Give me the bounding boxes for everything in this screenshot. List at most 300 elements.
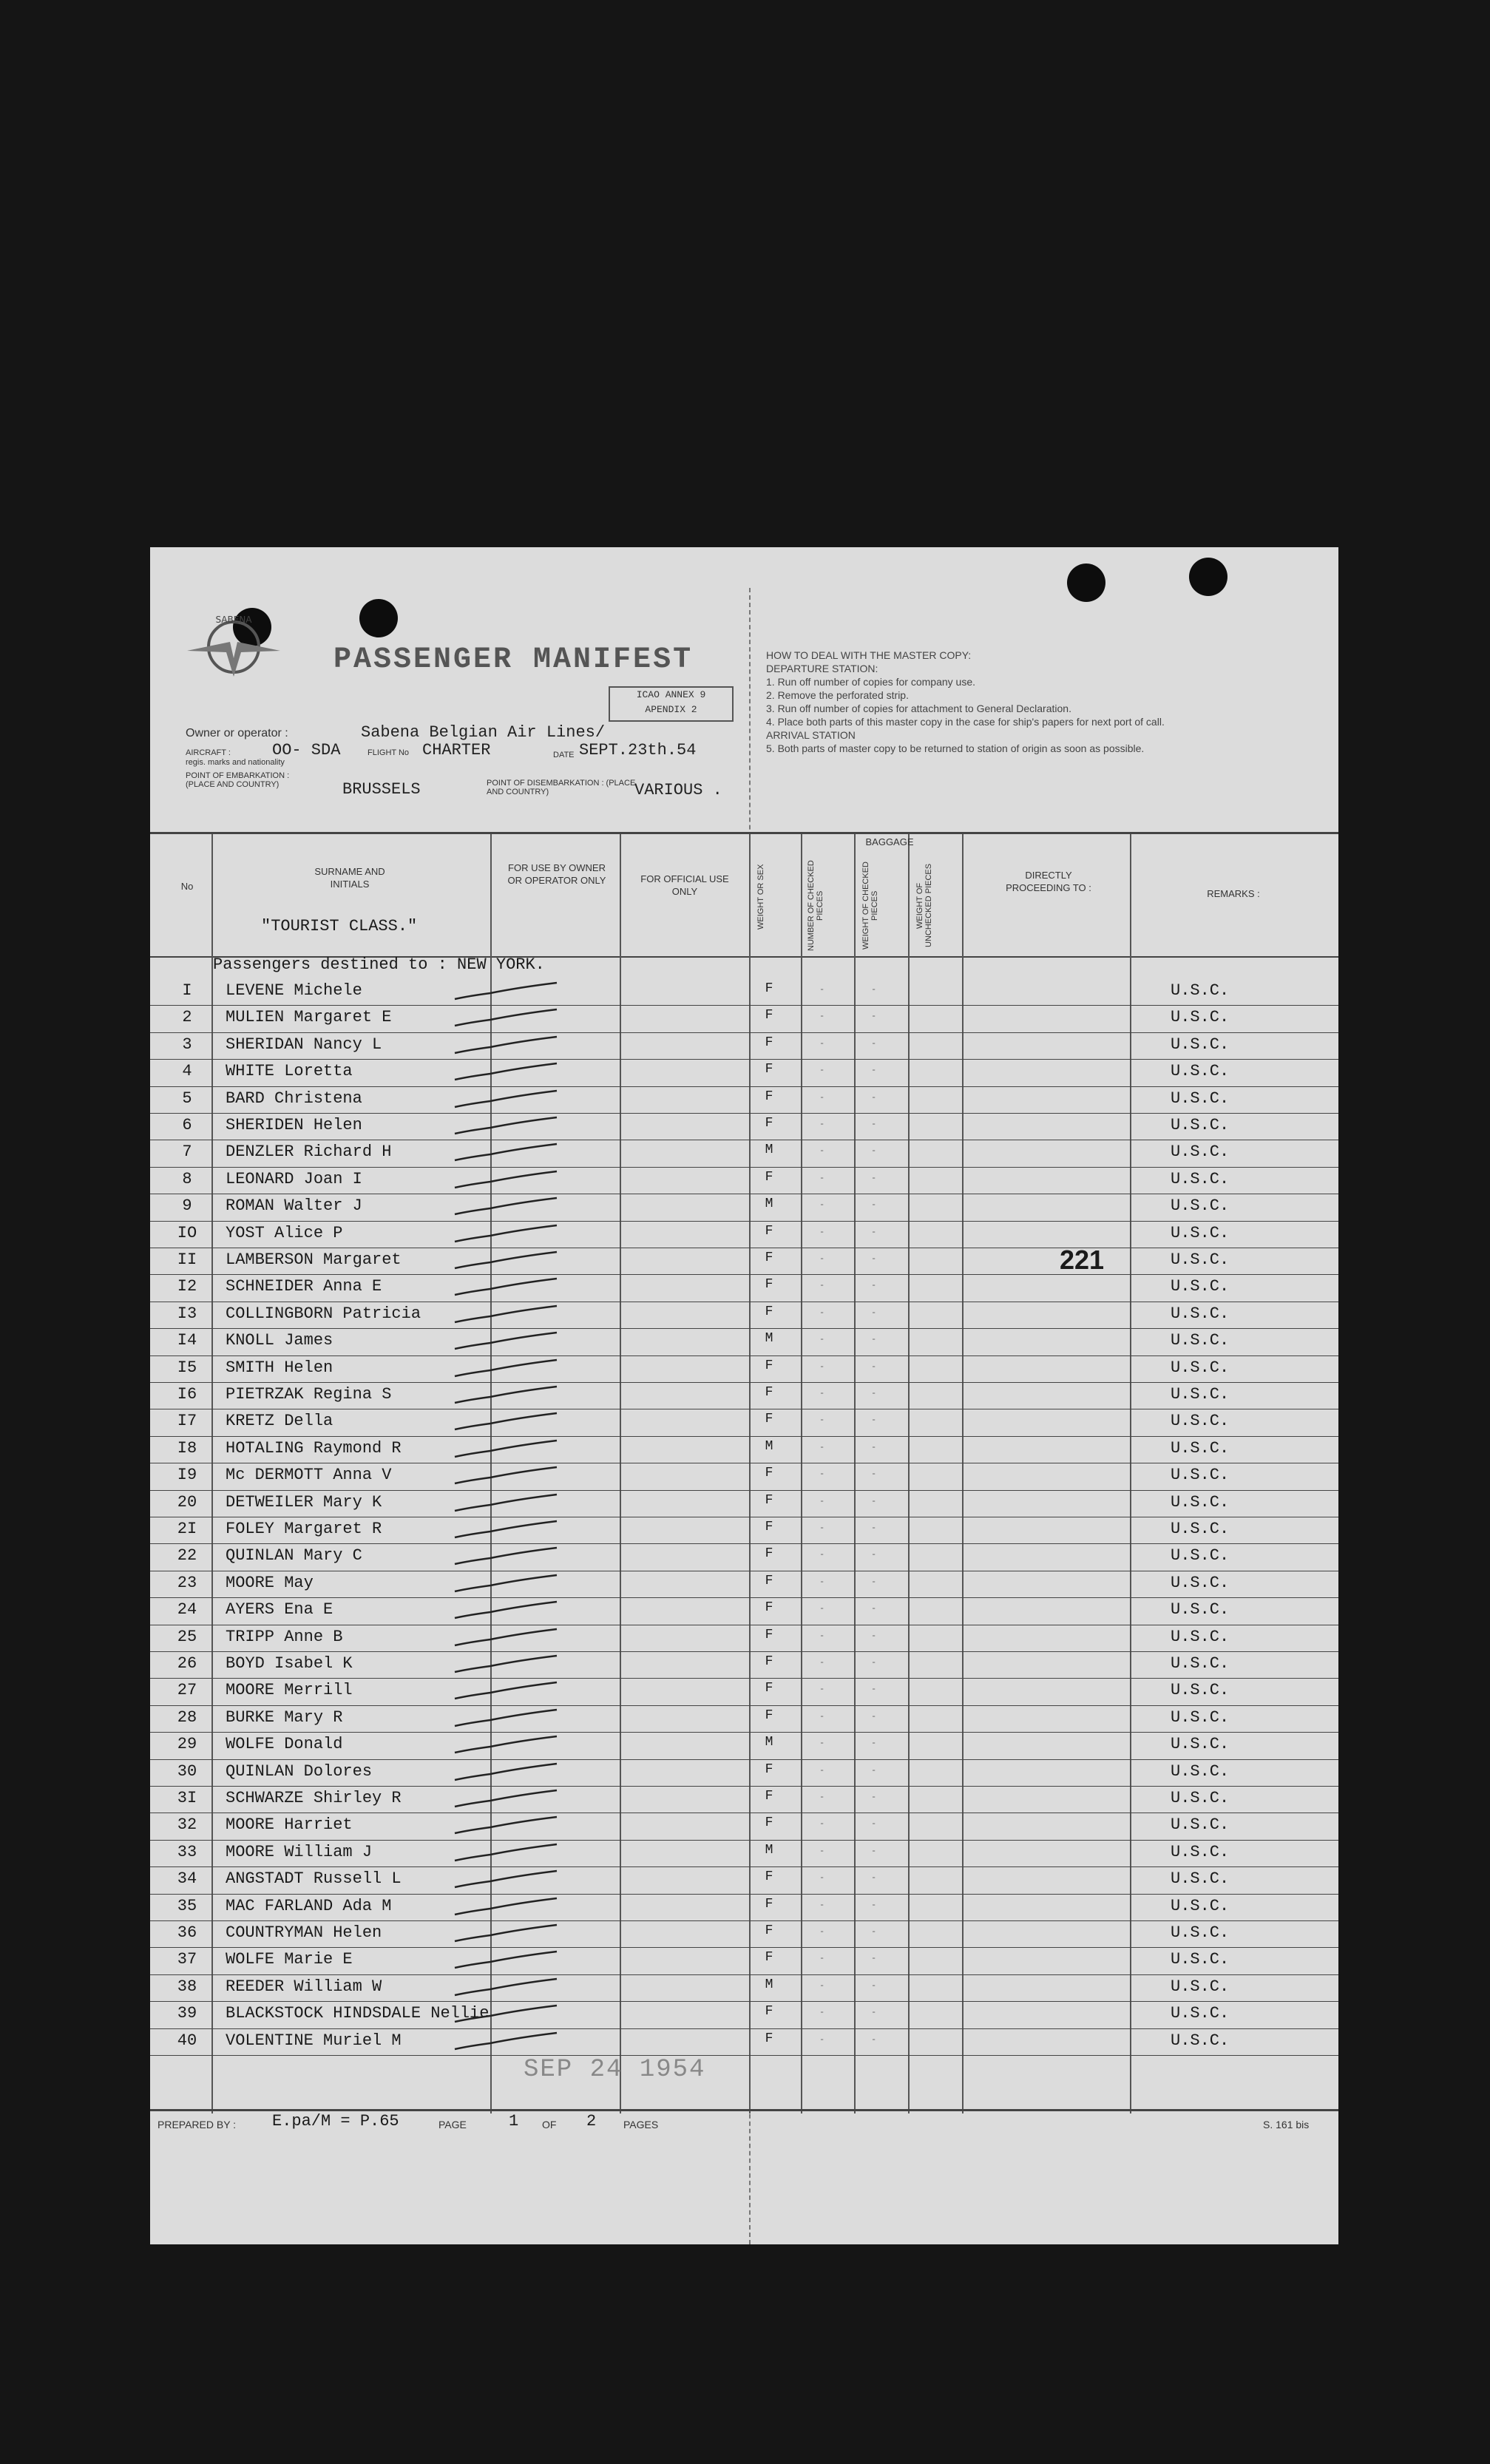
passenger-remark: U.S.C. [1171,1197,1230,1216]
passenger-name: SCHNEIDER Anna E [226,1277,382,1296]
passenger-name: MOORE May [226,1573,314,1592]
passenger-sex: F [765,1035,773,1050]
row-number: I3 [177,1304,197,1323]
passenger-sex: M [765,1735,773,1750]
disembark-label: POINT OF DISEMBARKATION : (PLACE AND COUNTRY) [487,779,636,796]
passenger-remark: U.S.C. [1171,2004,1230,2023]
baggage-dash: - [819,1523,825,1533]
check-mark [453,1869,572,1890]
check-mark [453,2031,572,2052]
row-number: 28 [177,1707,197,1727]
baggage-dash: - [819,1145,825,1157]
passenger-remark: U.S.C. [1171,1062,1230,1081]
check-mark [453,1331,572,1352]
baggage-dash: - [871,1307,877,1318]
baggage-dash: - [871,1764,877,1776]
passenger-remark: U.S.C. [1171,1438,1230,1458]
check-mark [453,1574,572,1594]
row-number: 24 [177,1600,197,1619]
baggage-dash: - [871,1469,877,1480]
passenger-remark: U.S.C. [1171,1761,1230,1781]
row-number: 7 [182,1143,192,1162]
passenger-remark: U.S.C. [1171,1116,1230,1134]
baggage-dash: - [819,1441,825,1452]
row-number: 23 [177,1573,197,1592]
passenger-remark: U.S.C. [1171,1412,1230,1431]
row-number: I7 [177,1412,197,1431]
row-number: I5 [177,1358,197,1377]
passenger-name: KRETZ Della [226,1412,333,1431]
table-row [150,1194,1338,1221]
passenger-remark: U.S.C. [1171,981,1230,1000]
instruction-line: 1. Run off number of copies for company use. [766,676,976,688]
passenger-sex: F [765,1358,773,1373]
col-header-bag-unchecked: WEIGHT OF UNCHECKED PIECES [915,863,933,948]
row-number: I2 [177,1277,197,1296]
baggage-dash: - [819,1738,825,1749]
row-number: 39 [177,2004,197,2023]
passenger-name: SHERIDEN Helen [226,1116,362,1134]
passenger-name: BLACKSTOCK HINDSDALE Nellie [226,2004,490,2023]
baggage-dash: - [871,1280,877,1291]
check-mark [453,1681,572,1702]
passenger-sex: M [765,1438,773,1454]
col-header-weight-sex: WEIGHT OR SEX [756,864,765,930]
passenger-name: SMITH Helen [226,1358,333,1377]
passenger-name: LEONARD Joan I [226,1169,362,1188]
baggage-dash: - [871,1226,877,1237]
baggage-dash: - [871,1818,877,1830]
passenger-sex: F [765,1385,773,1400]
of-value: 2 [586,2112,597,2130]
baggage-dash: - [819,1253,825,1264]
passenger-sex: F [765,1923,773,1938]
check-mark [453,2004,572,2025]
check-mark [453,1950,572,1971]
aircraft-label: AIRCRAFT : [186,748,231,757]
passenger-name: SCHWARZE Shirley R [226,1789,402,1807]
baggage-dash: - [819,1119,825,1129]
check-mark [453,1762,572,1783]
instruction-line: HOW TO DEAL WITH THE MASTER COPY: [766,649,972,661]
row-number: I4 [177,1331,197,1350]
passenger-sex: M [765,1842,773,1858]
check-mark [453,1520,572,1540]
passenger-remark: U.S.C. [1171,1573,1230,1592]
baggage-dash: - [871,1361,877,1372]
row-number: 33 [177,1842,197,1861]
passenger-remark: U.S.C. [1171,1735,1230,1754]
passenger-sex: F [765,1546,773,1562]
table-row [150,1463,1338,1490]
table-row [150,1625,1338,1652]
passenger-sex: F [765,1815,773,1831]
row-number: I9 [177,1466,197,1485]
passenger-remark: U.S.C. [1171,1600,1230,1619]
col-header-remarks: REMARKS : [1207,888,1260,899]
passenger-sex: F [765,1277,773,1293]
check-mark [453,1062,572,1083]
passenger-name: BURKE Mary R [226,1707,343,1727]
check-mark [453,1277,572,1298]
passenger-sex: F [765,1169,773,1185]
check-mark [453,1197,572,1217]
row-number: IO [177,1223,197,1242]
baggage-dash: - [819,1226,825,1237]
row-number: 40 [177,2031,197,2050]
table-row [150,1732,1338,1759]
passenger-name: REEDER William W [226,1977,382,1996]
check-mark [453,1789,572,1810]
instruction-line: 4. Place both parts of this master copy in the case for ship's papers for next port of call. [766,716,1165,728]
row-number: 26 [177,1654,197,1673]
passenger-remark: U.S.C. [1171,1869,1230,1889]
passenger-remark: U.S.C. [1171,1143,1230,1162]
passenger-name: MAC FARLAND Ada M [226,1896,392,1915]
passenger-sex: F [765,1223,773,1239]
baggage-dash: - [819,1818,825,1830]
passenger-sex: F [765,1896,773,1912]
check-mark [453,1385,572,1406]
baggage-dash: - [871,1576,877,1587]
row-number: 3I [177,1789,197,1807]
row-number: 20 [177,1492,197,1512]
passenger-name: AYERS Ena E [226,1600,333,1619]
baggage-dash: - [871,1657,877,1668]
row-number: 4 [182,1062,192,1081]
table-row [150,1759,1338,1787]
sabena-logo [186,606,282,688]
passenger-remark: U.S.C. [1171,1277,1230,1296]
date-label: DATE [553,751,575,759]
passenger-name: MOORE Harriet [226,1815,353,1835]
passenger-sex: F [765,1466,773,1481]
row-number: 25 [177,1627,197,1646]
passenger-remark: U.S.C. [1171,1035,1230,1054]
baggage-dash: - [819,1872,825,1883]
passenger-remark: U.S.C. [1171,1169,1230,1188]
table-row [150,1409,1338,1436]
icao-line-1: ICAO ANNEX 9 [636,689,706,700]
passenger-name: MULIEN Margaret E [226,1008,392,1027]
check-mark [453,1035,572,1056]
table-row [150,1786,1338,1813]
check-mark [453,1250,572,1271]
baggage-dash: - [819,1415,825,1426]
check-mark [453,1089,572,1110]
check-mark [453,1628,572,1648]
table-row [150,1167,1338,1194]
row-number: 3 [182,1035,192,1054]
table-row [150,1436,1338,1463]
passenger-name: WOLFE Donald [226,1735,343,1754]
table-row [150,1059,1338,1086]
baggage-dash: - [819,1710,825,1722]
passenger-name: ANGSTADT Russell L [226,1869,402,1889]
passenger-sex: F [765,1950,773,1966]
passenger-remark: U.S.C. [1171,2031,1230,2050]
baggage-dash: - [819,1038,825,1049]
passenger-remark: U.S.C. [1171,1923,1230,1942]
passenger-name: ROMAN Walter J [226,1197,362,1216]
baggage-dash: - [871,1495,877,1506]
col-header-surname: SURNAME AND INITIALS [314,866,385,890]
owner-value: Sabena Belgian Air Lines/ [361,723,606,742]
baggage-dash: - [871,1710,877,1722]
passenger-remark: U.S.C. [1171,1466,1230,1485]
baggage-dash: - [871,1065,877,1076]
table-row [150,1328,1338,1355]
row-number: 6 [182,1116,192,1134]
passenger-remark: U.S.C. [1171,1896,1230,1915]
passenger-sex: F [765,1250,773,1265]
baggage-dash: - [819,2034,825,2045]
row-number: 8 [182,1169,192,1188]
check-mark [453,1493,572,1514]
passenger-remark: U.S.C. [1171,1089,1230,1108]
baggage-dash: - [819,1926,825,1937]
flight-value: CHARTER [422,741,491,759]
passenger-sex: F [765,1681,773,1696]
col-header-directly: DIRECTLY PROCEEDING TO : [1006,870,1091,893]
baggage-dash: - [871,1980,877,1991]
passenger-sex: F [765,1707,773,1723]
row-number: 35 [177,1896,197,1915]
check-mark [453,1143,572,1163]
row-number: 2I [177,1520,197,1538]
passenger-name: LAMBERSON Margaret [226,1250,402,1269]
passenger-sex: F [765,1008,773,1023]
table-row [150,1355,1338,1383]
baggage-dash: - [871,1630,877,1641]
owner-label: Owner or operator : [186,727,288,739]
baggage-dash: - [819,1334,825,1345]
baggage-dash: - [819,1899,825,1910]
passenger-name: QUINLAN Mary C [226,1546,362,1566]
check-mark [453,1224,572,1245]
class-label: "TOURIST CLASS." [261,917,418,935]
baggage-dash: - [819,1684,825,1695]
row-number: 37 [177,1950,197,1969]
passenger-name: BARD Christena [226,1089,362,1108]
check-mark [453,1116,572,1137]
icao-box [609,686,734,722]
baggage-dash: - [819,984,825,995]
baggage-dash: - [871,1038,877,1049]
passenger-sex: F [765,1492,773,1508]
row-number: 29 [177,1735,197,1754]
passenger-name: PIETRZAK Regina S [226,1385,392,1404]
baggage-dash: - [871,1199,877,1211]
baggage-dash: - [819,1603,825,1614]
table-row [150,1302,1338,1329]
passenger-sex: F [765,1304,773,1319]
baggage-dash: - [871,1845,877,1856]
passenger-remark: U.S.C. [1171,1546,1230,1566]
page-value: 1 [509,2112,519,2130]
row-number: I [182,981,192,1000]
table-row [150,1705,1338,1733]
baggage-dash: - [871,1899,877,1910]
passenger-name: FOLEY Margaret R [226,1520,382,1538]
punch-hole [359,599,398,637]
baggage-dash: - [819,1495,825,1506]
punch-hole [1067,563,1105,602]
table-row [150,1274,1338,1302]
icao-line-2: APENDIX 2 [645,704,697,715]
date-stamp: SEP 24 1954 [524,2056,706,2084]
check-mark [453,1304,572,1325]
passenger-sex: F [765,1573,773,1588]
baggage-dash: - [871,1119,877,1129]
baggage-dash: - [819,1657,825,1668]
passenger-sex: F [765,1412,773,1427]
passenger-remark: U.S.C. [1171,1250,1230,1269]
passenger-remark: U.S.C. [1171,1977,1230,1996]
baggage-dash: - [871,1523,877,1533]
row-number: I8 [177,1438,197,1458]
passenger-remark: U.S.C. [1171,1008,1230,1027]
check-mark [453,1815,572,1836]
baggage-dash: - [871,1388,877,1398]
check-mark [453,1546,572,1567]
manifest-page [150,547,1338,2244]
page-label: PAGE [438,2119,467,2130]
passenger-remark: U.S.C. [1171,1223,1230,1242]
passenger-name: MOORE Merrill [226,1681,353,1700]
baggage-dash: - [871,1011,877,1022]
passenger-remark: U.S.C. [1171,1331,1230,1350]
baggage-dash: - [871,2007,877,2018]
baggage-dash: - [871,1415,877,1426]
passenger-remark: U.S.C. [1171,1842,1230,1861]
instruction-line: DEPARTURE STATION: [766,663,878,674]
baggage-dash: - [819,1469,825,1480]
passenger-name: WHITE Loretta [226,1062,353,1081]
check-mark [453,1977,572,1998]
passenger-remark: U.S.C. [1171,1789,1230,1807]
baggage-dash: - [871,1172,877,1183]
check-mark [453,1600,572,1621]
passenger-sex: F [765,1654,773,1669]
baggage-dash: - [819,1280,825,1291]
passenger-name: DENZLER Richard H [226,1143,392,1162]
destined-line: Passengers destined to : NEW YORK. [213,955,545,974]
passenger-sex: F [765,1062,773,1077]
baggage-dash: - [819,1764,825,1776]
instructions [766,649,1284,756]
row-number: I6 [177,1385,197,1404]
row-number: 32 [177,1815,197,1835]
row-number: 9 [182,1197,192,1216]
baggage-dash: - [819,1630,825,1641]
table-row [150,1678,1338,1705]
passenger-remark: U.S.C. [1171,1358,1230,1377]
baggage-dash: - [819,1361,825,1372]
passenger-sex: F [765,1761,773,1777]
table-row [150,1813,1338,1840]
baggage-dash: - [819,1065,825,1076]
baggage-dash: - [871,1334,877,1345]
row-number: 22 [177,1546,197,1566]
col-header-official-use: FOR OFFICIAL USE ONLY [640,873,729,897]
passenger-name: QUINLAN Dolores [226,1761,373,1781]
baggage-dash: - [819,1011,825,1022]
passenger-sex: F [765,1116,773,1131]
check-mark [453,1897,572,1918]
table-row [150,1005,1338,1032]
passenger-remark: U.S.C. [1171,1627,1230,1646]
baggage-dash: - [871,1738,877,1749]
instruction-line: 3. Run off number of copies for attachment to General Declaration. [766,703,1071,714]
baggage-dash: - [819,1953,825,1964]
prepared-label: PREPARED BY : [158,2119,237,2130]
row-number: 38 [177,1977,197,1996]
passenger-sex: F [765,1789,773,1804]
baggage-dash: - [871,1253,877,1264]
baggage-dash: - [871,1145,877,1157]
row-number: 34 [177,1869,197,1889]
table-row [150,1517,1338,1544]
punch-hole [1189,558,1227,596]
passenger-remark: U.S.C. [1171,1385,1230,1404]
passenger-name: YOST Alice P [226,1223,343,1242]
table-row [150,1920,1338,1948]
table-row [150,1490,1338,1517]
check-mark [453,1466,572,1486]
table-row [150,1947,1338,1974]
col-header-no: No [180,881,194,892]
baggage-dash: - [871,984,877,995]
passenger-sex: F [765,1520,773,1534]
baggage-dash: - [871,1926,877,1937]
passenger-name: HOTALING Raymond R [226,1438,402,1458]
passenger-name: TRIPP Anne B [226,1627,343,1646]
instruction-line: 2. Remove the perforated strip. [766,689,909,701]
col-header-bag-weight: WEIGHT OF CHECKED PIECES [861,862,879,950]
passenger-sex: M [765,1197,773,1212]
table-row [150,1032,1338,1060]
table-row [150,1113,1338,1140]
passenger-remark: U.S.C. [1171,1520,1230,1538]
table-row [150,1571,1338,1598]
baggage-dash: - [871,1684,877,1695]
passenger-remark: U.S.C. [1171,1492,1230,1512]
check-mark [453,1439,572,1460]
row-number: II [177,1250,197,1269]
check-mark [453,981,572,1002]
passenger-name: BOYD Isabel K [226,1654,353,1673]
embark-value: BRUSSELS [342,780,421,799]
table-row [150,1894,1338,1921]
table-row [150,1086,1338,1114]
passenger-name: LEVENE Michele [226,981,362,1000]
baggage-dash: - [871,1091,877,1103]
check-mark [453,1358,572,1379]
table-row [150,1221,1338,1248]
table-row [150,1651,1338,1679]
check-mark [453,1412,572,1432]
baggage-dash: - [819,1576,825,1587]
baggage-dash: - [819,1307,825,1318]
baggage-dash: - [871,2034,877,2045]
baggage-dash: - [819,1980,825,1991]
date-value: SEPT.23th.54 [579,741,697,759]
passenger-remark: U.S.C. [1171,1304,1230,1323]
passenger-sex: M [765,1331,773,1347]
baggage-dash: - [819,1792,825,1802]
passenger-remark: U.S.C. [1171,1681,1230,1700]
